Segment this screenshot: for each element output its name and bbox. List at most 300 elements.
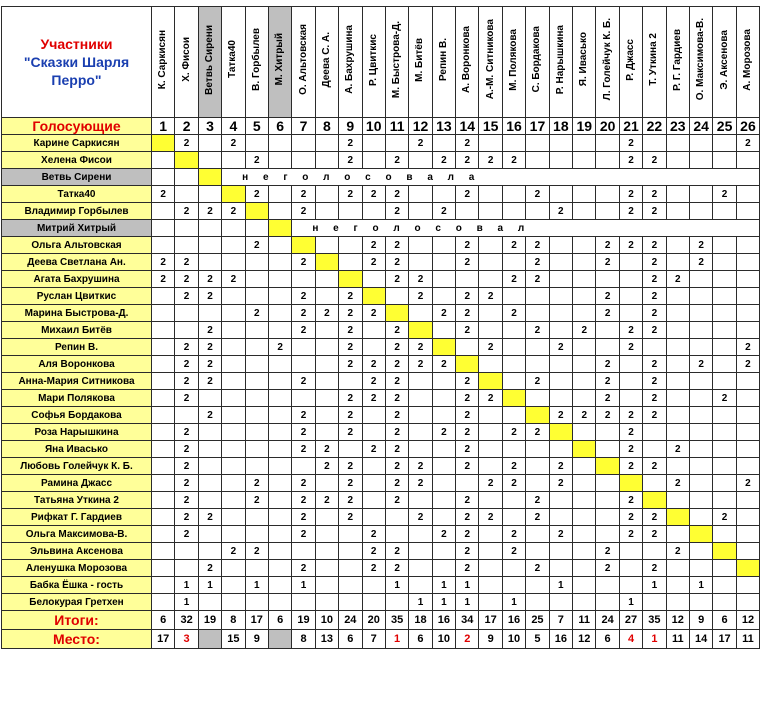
vote-cell (526, 441, 549, 458)
vote-cell: 1 (643, 577, 666, 594)
vote-cell (502, 509, 525, 526)
participant-name: Репин В. (437, 38, 449, 81)
vote-cell (479, 135, 502, 152)
self-cell (339, 271, 362, 288)
vote-cell: 2 (385, 441, 408, 458)
vote-cell (502, 441, 525, 458)
voter-name: Белокурая Гретхен (2, 594, 152, 611)
vote-cell (152, 526, 175, 543)
participant-number: 22 (643, 118, 666, 135)
vote-cell (479, 441, 502, 458)
vote-cell (713, 254, 736, 271)
vote-cell (502, 339, 525, 356)
vote-cell (432, 288, 455, 305)
vote-cell (619, 254, 642, 271)
self-cell (268, 220, 291, 237)
total-cell: 35 (385, 611, 408, 630)
vote-cell (526, 305, 549, 322)
voter-row (2, 288, 760, 305)
vote-cell (666, 390, 689, 407)
vote-cell: 2 (409, 475, 432, 492)
vote-cell: 2 (713, 186, 736, 203)
vote-cell (362, 407, 385, 424)
vote-cell: 2 (596, 560, 619, 577)
vote-cell (502, 203, 525, 220)
vote-cell (549, 390, 572, 407)
vote-cell: 2 (409, 458, 432, 475)
total-cell: 25 (526, 611, 549, 630)
participant-name: А.-М. Ситникова (484, 19, 496, 100)
vote-cell (596, 271, 619, 288)
vote-cell (689, 390, 712, 407)
vote-cell (409, 492, 432, 509)
vote-cell (689, 305, 712, 322)
vote-cell: 2 (175, 373, 198, 390)
vote-cell (573, 509, 596, 526)
vote-cell (736, 543, 759, 560)
vote-cell (619, 560, 642, 577)
vote-cell (502, 322, 525, 339)
vote-cell: 2 (175, 356, 198, 373)
vote-cell: 2 (689, 254, 712, 271)
vote-cell (666, 424, 689, 441)
vote-cell (362, 475, 385, 492)
vote-cell (526, 152, 549, 169)
vote-cell (736, 509, 759, 526)
vote-cell (152, 373, 175, 390)
vote-cell (666, 152, 689, 169)
vote-cell: 2 (339, 135, 362, 152)
vote-cell (245, 135, 268, 152)
voter-row (2, 526, 760, 543)
vote-cell (502, 492, 525, 509)
vote-cell: 2 (198, 407, 221, 424)
vote-cell (666, 322, 689, 339)
vote-cell: 2 (245, 475, 268, 492)
vote-cell (689, 543, 712, 560)
vote-cell (736, 526, 759, 543)
vote-cell (526, 526, 549, 543)
vote-cell (432, 560, 455, 577)
participant-number: 26 (736, 118, 759, 135)
vote-cell: 2 (409, 271, 432, 288)
voter-row (2, 509, 760, 526)
voter-name: Анна-Мария Ситникова (2, 373, 152, 390)
voter-name: Эльвина Аксенова (2, 543, 152, 560)
vote-cell (689, 288, 712, 305)
vote-cell: 2 (666, 475, 689, 492)
vote-cell (502, 186, 525, 203)
vote-cell: 2 (643, 356, 666, 373)
vote-cell (432, 441, 455, 458)
voter-row (2, 203, 760, 220)
vote-cell: 2 (526, 271, 549, 288)
vote-cell: 2 (643, 526, 666, 543)
total-cell: 16 (502, 611, 525, 630)
vote-cell: 2 (456, 135, 479, 152)
vote-cell (432, 390, 455, 407)
vote-cell: 2 (175, 271, 198, 288)
participant-header (619, 7, 642, 118)
vote-cell (409, 424, 432, 441)
vote-cell (713, 203, 736, 220)
vote-cell: 2 (643, 373, 666, 390)
vote-cell (736, 271, 759, 288)
vote-cell (268, 526, 291, 543)
title-line-3: Перро" (51, 72, 102, 88)
vote-cell: 2 (175, 526, 198, 543)
vote-cell (152, 543, 175, 560)
vote-cell (736, 458, 759, 475)
vote-cell: 1 (619, 594, 642, 611)
vote-cell (479, 543, 502, 560)
vote-cell (479, 458, 502, 475)
vote-cell: 2 (596, 237, 619, 254)
vote-cell (479, 271, 502, 288)
vote-cell (152, 560, 175, 577)
vote-cell (152, 220, 175, 237)
vote-cell (549, 441, 572, 458)
vote-cell (315, 543, 338, 560)
vote-cell: 2 (152, 254, 175, 271)
vote-cell (339, 441, 362, 458)
voter-row (2, 271, 760, 288)
vote-cell: 2 (502, 271, 525, 288)
vote-cell (152, 152, 175, 169)
voter-name: Агата Бахрушина (2, 271, 152, 288)
vote-cell (526, 135, 549, 152)
vote-cell: 2 (339, 458, 362, 475)
vote-cell (152, 322, 175, 339)
vote-cell (526, 339, 549, 356)
vote-cell (549, 305, 572, 322)
vote-cell: 2 (198, 339, 221, 356)
vote-cell: 2 (339, 186, 362, 203)
vote-cell (409, 560, 432, 577)
vote-cell: 2 (315, 492, 338, 509)
vote-cell (152, 475, 175, 492)
vote-cell (175, 322, 198, 339)
place-cell: 8 (292, 630, 315, 649)
vote-cell (152, 305, 175, 322)
vote-cell (268, 373, 291, 390)
participant-name: Я. Ивасько (578, 32, 590, 87)
vote-cell (573, 203, 596, 220)
vote-cell (362, 135, 385, 152)
participant-header (315, 7, 338, 118)
vote-cell: 2 (409, 288, 432, 305)
vote-cell (175, 220, 198, 237)
vote-cell: 2 (643, 271, 666, 288)
vote-cell: 2 (245, 237, 268, 254)
vote-cell (268, 509, 291, 526)
vote-cell: 2 (643, 254, 666, 271)
vote-cell: 2 (526, 560, 549, 577)
vote-cell (198, 526, 221, 543)
voter-row (2, 373, 760, 390)
vote-cell (689, 339, 712, 356)
vote-cell: 2 (315, 441, 338, 458)
vote-cell: 2 (502, 424, 525, 441)
vote-cell (713, 407, 736, 424)
total-cell: 24 (596, 611, 619, 630)
participant-name: Л. Голейчук К. Б. (601, 18, 613, 101)
participant-number: 7 (292, 118, 315, 135)
vote-cell (479, 577, 502, 594)
vote-cell (315, 390, 338, 407)
vote-cell (362, 577, 385, 594)
vote-cell (292, 356, 315, 373)
vote-cell: 2 (385, 186, 408, 203)
vote-cell: 2 (479, 288, 502, 305)
vote-cell (713, 526, 736, 543)
vote-cell (268, 186, 291, 203)
participant-number: 8 (315, 118, 338, 135)
vote-cell: 2 (432, 305, 455, 322)
vote-cell: 2 (385, 407, 408, 424)
vote-cell: 2 (432, 424, 455, 441)
vote-cell (643, 594, 666, 611)
vote-cell (268, 458, 291, 475)
voter-row (2, 594, 760, 611)
vote-cell (713, 424, 736, 441)
vote-cell (596, 441, 619, 458)
place-cell: 6 (339, 630, 362, 649)
vote-cell (268, 407, 291, 424)
vote-cell (479, 424, 502, 441)
vote-cell (222, 594, 245, 611)
vote-cell (502, 356, 525, 373)
vote-cell: 2 (596, 390, 619, 407)
participant-number: 20 (596, 118, 619, 135)
vote-cell (409, 203, 432, 220)
vote-cell (385, 526, 408, 543)
vote-cell: 2 (502, 237, 525, 254)
place-cell: 3 (175, 630, 198, 649)
place-cell: 16 (549, 630, 572, 649)
vote-cell: 2 (456, 407, 479, 424)
vote-cell (315, 577, 338, 594)
participant-name: Х. Фисои (180, 37, 192, 82)
vote-cell (573, 526, 596, 543)
vote-cell: 2 (456, 441, 479, 458)
vote-cell (198, 305, 221, 322)
participant-name: Татка40 (227, 40, 239, 79)
vote-cell (549, 288, 572, 305)
vote-cell (222, 220, 245, 237)
vote-cell (479, 526, 502, 543)
vote-cell (198, 254, 221, 271)
vote-cell (432, 475, 455, 492)
vote-cell (268, 152, 291, 169)
vote-cell: 2 (596, 254, 619, 271)
vote-cell: 1 (409, 594, 432, 611)
vote-cell: 2 (385, 237, 408, 254)
vote-cell (268, 594, 291, 611)
vote-cell: 2 (619, 135, 642, 152)
vote-cell (619, 577, 642, 594)
voter-row (2, 577, 760, 594)
participant-name: М. Полякова (508, 28, 520, 91)
vote-cell: 1 (245, 577, 268, 594)
vote-cell (222, 407, 245, 424)
vote-cell (549, 373, 572, 390)
vote-cell: 2 (198, 560, 221, 577)
vote-cell (736, 373, 759, 390)
vote-cell (245, 458, 268, 475)
vote-cell (432, 407, 455, 424)
vote-cell (549, 594, 572, 611)
vote-cell (198, 458, 221, 475)
vote-cell (409, 152, 432, 169)
vote-cell (175, 237, 198, 254)
participant-header (736, 7, 759, 118)
vote-cell (315, 373, 338, 390)
vote-cell (245, 356, 268, 373)
vote-cell: 2 (198, 271, 221, 288)
self-cell (198, 169, 221, 186)
place-cell: 5 (526, 630, 549, 649)
vote-cell: 2 (643, 509, 666, 526)
vote-cell: 2 (643, 390, 666, 407)
place-cell: 17 (713, 630, 736, 649)
vote-cell: 2 (643, 560, 666, 577)
vote-cell: 2 (362, 356, 385, 373)
vote-cell: 2 (292, 373, 315, 390)
vote-cell (315, 475, 338, 492)
vote-cell (432, 186, 455, 203)
participant-header (666, 7, 689, 118)
vote-cell (549, 356, 572, 373)
vote-cell: 2 (222, 543, 245, 560)
voter-row (2, 135, 760, 152)
vote-cell (339, 543, 362, 560)
vote-cell: 2 (245, 492, 268, 509)
vote-cell (268, 475, 291, 492)
vote-cell: 2 (432, 526, 455, 543)
vote-cell (222, 339, 245, 356)
vote-cell (362, 509, 385, 526)
self-cell (713, 543, 736, 560)
vote-cell (479, 322, 502, 339)
vote-cell: 2 (619, 526, 642, 543)
vote-cell (549, 322, 572, 339)
title-line-1: Участники (40, 36, 113, 52)
voter-name: Репин В. (2, 339, 152, 356)
vote-cell (573, 543, 596, 560)
vote-cell: 2 (549, 458, 572, 475)
total-cell: 17 (479, 611, 502, 630)
voter-row (2, 152, 760, 169)
participant-header (409, 7, 432, 118)
vote-cell (573, 186, 596, 203)
vote-cell (315, 509, 338, 526)
vote-cell (573, 475, 596, 492)
vote-cell (385, 288, 408, 305)
participant-header (596, 7, 619, 118)
vote-cell (175, 543, 198, 560)
vote-cell (362, 271, 385, 288)
vote-cell (596, 509, 619, 526)
vote-cell (315, 339, 338, 356)
vote-cell (268, 543, 291, 560)
no-vote-note: н е г о л о с о в а л а (222, 169, 760, 186)
vote-cell (736, 152, 759, 169)
participant-header (385, 7, 408, 118)
vote-cell (198, 441, 221, 458)
place-cell: 11 (736, 630, 759, 649)
self-cell (409, 322, 432, 339)
vote-cell (315, 526, 338, 543)
vote-cell (315, 237, 338, 254)
vote-cell: 2 (619, 424, 642, 441)
vote-cell: 2 (339, 152, 362, 169)
vote-cell (268, 577, 291, 594)
self-cell (549, 424, 572, 441)
vote-cell (736, 492, 759, 509)
vote-cell: 2 (175, 339, 198, 356)
vote-cell (643, 339, 666, 356)
vote-cell: 2 (456, 526, 479, 543)
vote-cell (596, 492, 619, 509)
vote-cell: 2 (292, 424, 315, 441)
place-cell: 1 (385, 630, 408, 649)
vote-cell (292, 135, 315, 152)
voter-name: Хелена Фисои (2, 152, 152, 169)
vote-cell: 2 (596, 305, 619, 322)
vote-cell: 2 (689, 356, 712, 373)
participant-number: 18 (549, 118, 572, 135)
vote-cell: 2 (292, 288, 315, 305)
vote-cell: 2 (456, 560, 479, 577)
participant-header (152, 7, 175, 118)
vote-cell: 2 (385, 203, 408, 220)
total-cell: 7 (549, 611, 572, 630)
vote-cell (596, 186, 619, 203)
vote-cell (245, 424, 268, 441)
vote-cell (198, 237, 221, 254)
vote-cell (268, 237, 291, 254)
voter-name: Марина Быстрова-Д. (2, 305, 152, 322)
vote-cell: 2 (409, 339, 432, 356)
total-cell: 19 (198, 611, 221, 630)
vote-cell: 2 (175, 441, 198, 458)
vote-cell (526, 475, 549, 492)
vote-cell (479, 594, 502, 611)
vote-cell (573, 458, 596, 475)
vote-cell: 2 (292, 492, 315, 509)
voter-row (2, 458, 760, 475)
vote-cell: 2 (526, 186, 549, 203)
place-cell: 13 (315, 630, 338, 649)
participant-name: О. Альтовская (297, 24, 309, 95)
vote-cell (689, 509, 712, 526)
vote-cell: 2 (245, 152, 268, 169)
voter-row (2, 475, 760, 492)
participant-header (245, 7, 268, 118)
vote-cell (245, 407, 268, 424)
vote-cell (526, 203, 549, 220)
vote-cell (315, 407, 338, 424)
vote-cell: 2 (175, 135, 198, 152)
vote-cell: 2 (573, 322, 596, 339)
vote-cell (479, 305, 502, 322)
vote-cell (268, 271, 291, 288)
place-cell: 9 (245, 630, 268, 649)
vote-cell (198, 543, 221, 560)
vote-cell: 2 (526, 492, 549, 509)
vote-cell: 2 (339, 339, 362, 356)
